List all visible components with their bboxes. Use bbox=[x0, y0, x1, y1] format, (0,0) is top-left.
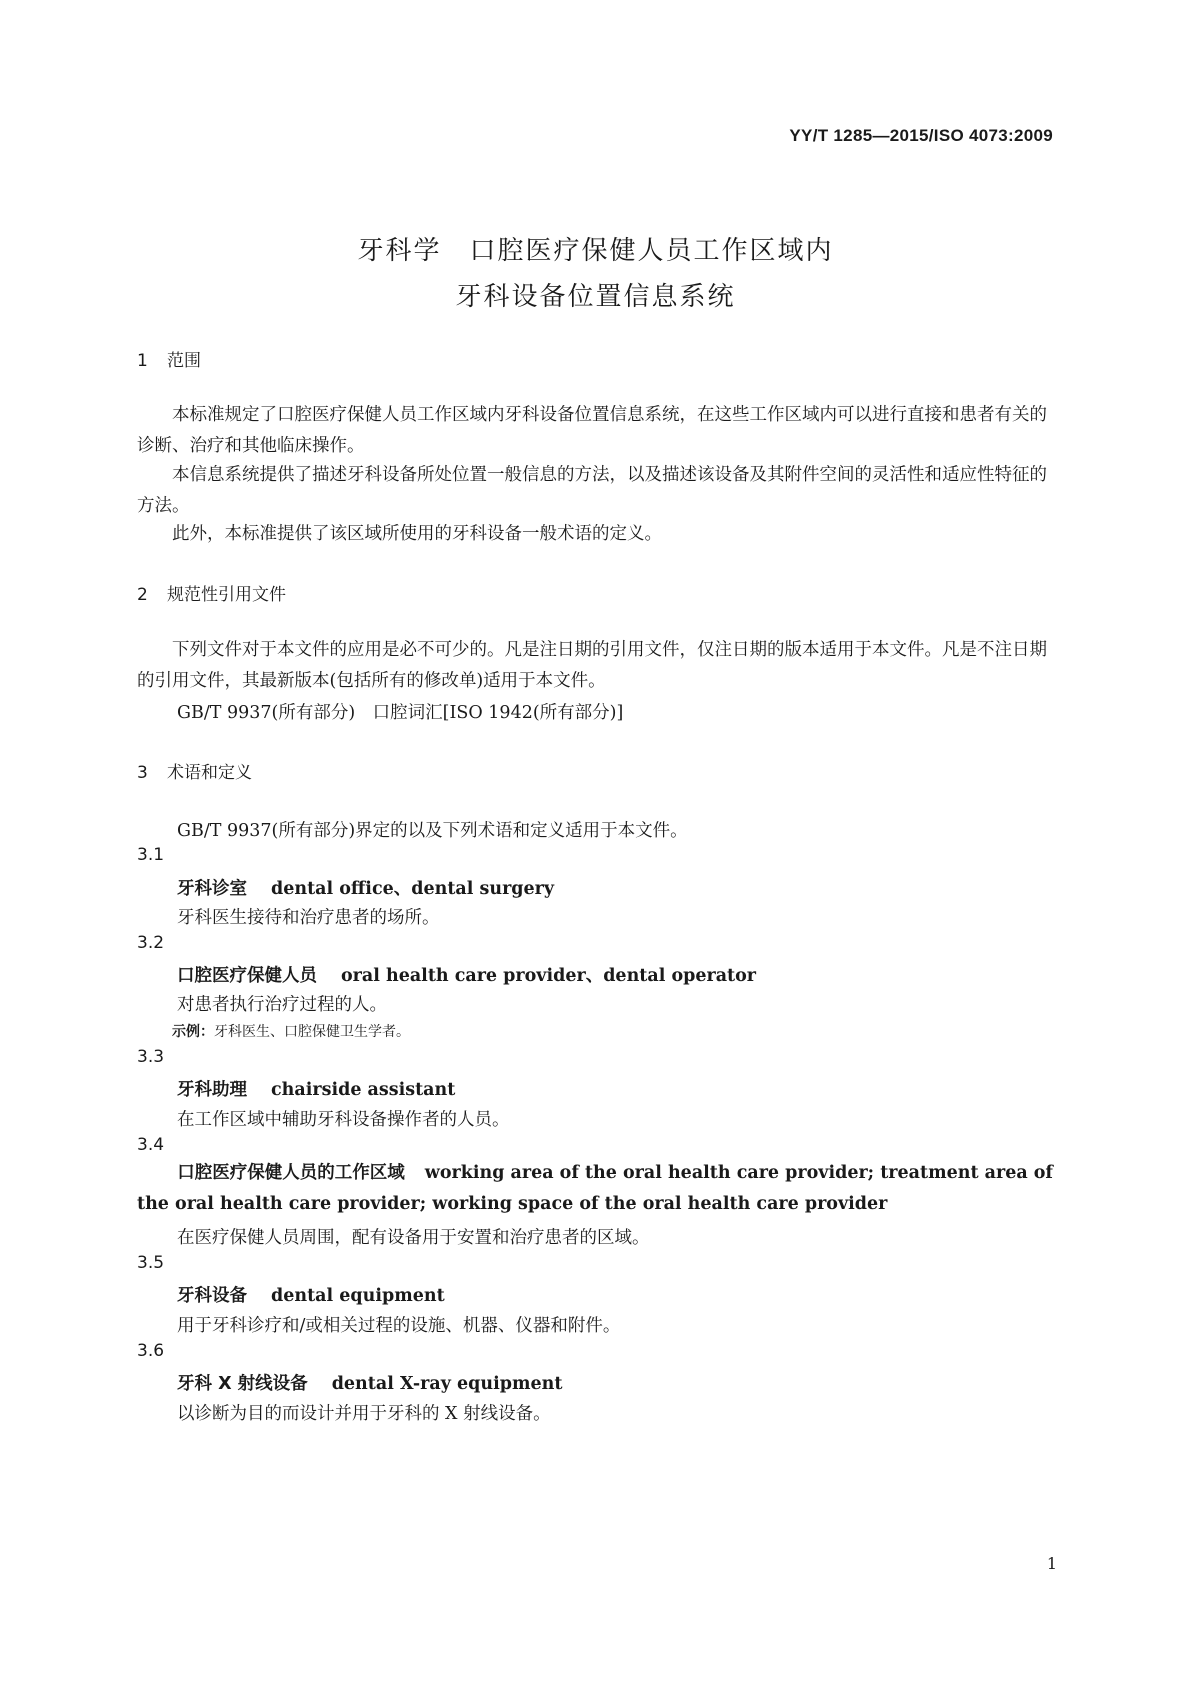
term-entry-wrapped bbox=[137, 1158, 1059, 1220]
term-definition: 以诊断为目的而设计并用于牙科的 X 射线设备。 bbox=[177, 1404, 551, 1424]
term-number: 3.2 bbox=[137, 933, 165, 953]
scope-paragraph-3: 此外，本标准提供了该区域所使用的牙科设备一般术语的定义。 bbox=[172, 524, 662, 544]
scope-paragraph-2: 本信息系统提供了描述牙科设备所处位置一般信息的方法，以及描述该设备及其附件空间的灵活性和适应性特征的方法。 bbox=[137, 465, 1047, 516]
term-example bbox=[172, 1021, 410, 1041]
section-number: 1 bbox=[137, 351, 148, 371]
section-1-heading bbox=[137, 346, 201, 371]
term-number: 3.3 bbox=[137, 1047, 165, 1067]
page-number: 1 bbox=[1046, 1554, 1057, 1573]
term-en: dental office、dental surgery bbox=[271, 879, 555, 899]
section-title: 术语和定义 bbox=[167, 763, 252, 783]
term-en: dental equipment bbox=[271, 1286, 445, 1306]
section-title: 规范性引用文件 bbox=[167, 585, 286, 605]
term-en: working area of the oral health care provider; treatment area of the oral health care provider; working space of the oral health care provider bbox=[137, 1163, 1053, 1214]
term-definition: 在工作区域中辅助牙科设备操作者的人员。 bbox=[177, 1110, 510, 1130]
term-zh: 牙科诊室 bbox=[177, 879, 247, 899]
term-number: 3.6 bbox=[137, 1341, 165, 1361]
section-number: 2 bbox=[137, 585, 148, 605]
term-entry bbox=[177, 1370, 562, 1395]
section-3-heading bbox=[137, 758, 252, 783]
scope-paragraph-1: 本标准规定了口腔医疗保健人员工作区域内牙科设备位置信息系统，在这些工作区域内可以进行直接和患者有关的诊断、治疗和其他临床操作。 bbox=[137, 405, 1047, 456]
document-title-line2: 牙科设备位置信息系统 bbox=[455, 282, 736, 312]
example-label: 示例： bbox=[172, 1024, 214, 1040]
term-number: 3.5 bbox=[137, 1253, 165, 1273]
term-definition: 对患者执行治疗过程的人。 bbox=[177, 995, 387, 1015]
term-definition: 牙科医生接待和治疗患者的场所。 bbox=[177, 908, 440, 928]
term-definition: 用于牙科诊疗和/或相关过程的设施、机器、仪器和附件。 bbox=[177, 1316, 621, 1336]
term-zh: 口腔医疗保健人员 bbox=[177, 966, 317, 986]
section-title: 范围 bbox=[167, 351, 201, 371]
term-entry bbox=[177, 1282, 445, 1307]
term-number: 3.4 bbox=[137, 1135, 165, 1155]
term-zh: 牙科设备 bbox=[177, 1286, 247, 1306]
terms-intro: GB/T 9937(所有部分)界定的以及下列术语和定义适用于本文件。 bbox=[177, 821, 688, 841]
term-zh: 口腔医疗保健人员的工作区域 bbox=[177, 1163, 405, 1183]
term-entry bbox=[177, 962, 756, 987]
section-number: 3 bbox=[137, 763, 148, 783]
term-entry bbox=[177, 1076, 455, 1101]
section-2-heading bbox=[137, 580, 286, 605]
normative-reference: GB/T 9937(所有部分) 口腔词汇[ISO 1942(所有部分)] bbox=[177, 703, 624, 723]
references-paragraph: 下列文件对于本文件的应用是必不可少的。凡是注日期的引用文件，仅注日期的版本适用于本文件。凡是不注日期的引用文件，其最新版本(包括所有的修改单)适用于本文件。 bbox=[137, 640, 1047, 691]
term-zh: 牙科 X 射线设备 bbox=[177, 1374, 308, 1394]
document-title-line1: 牙科学 口腔医疗保健人员工作区域内 bbox=[357, 236, 834, 266]
term-definition: 在医疗保健人员周围，配有设备用于安置和治疗患者的区域。 bbox=[177, 1228, 650, 1248]
term-zh: 牙科助理 bbox=[177, 1080, 247, 1100]
example-text: 牙科医生、口腔保健卫生学者。 bbox=[214, 1024, 410, 1040]
term-en: dental X-ray equipment bbox=[331, 1374, 563, 1394]
term-en: oral health care provider、dental operator bbox=[341, 966, 757, 986]
term-number: 3.1 bbox=[137, 845, 165, 865]
term-entry bbox=[177, 875, 554, 900]
term-en: chairside assistant bbox=[271, 1080, 456, 1100]
standard-code: YY/T 1285—2015/ISO 4073:2009 bbox=[789, 126, 1053, 145]
